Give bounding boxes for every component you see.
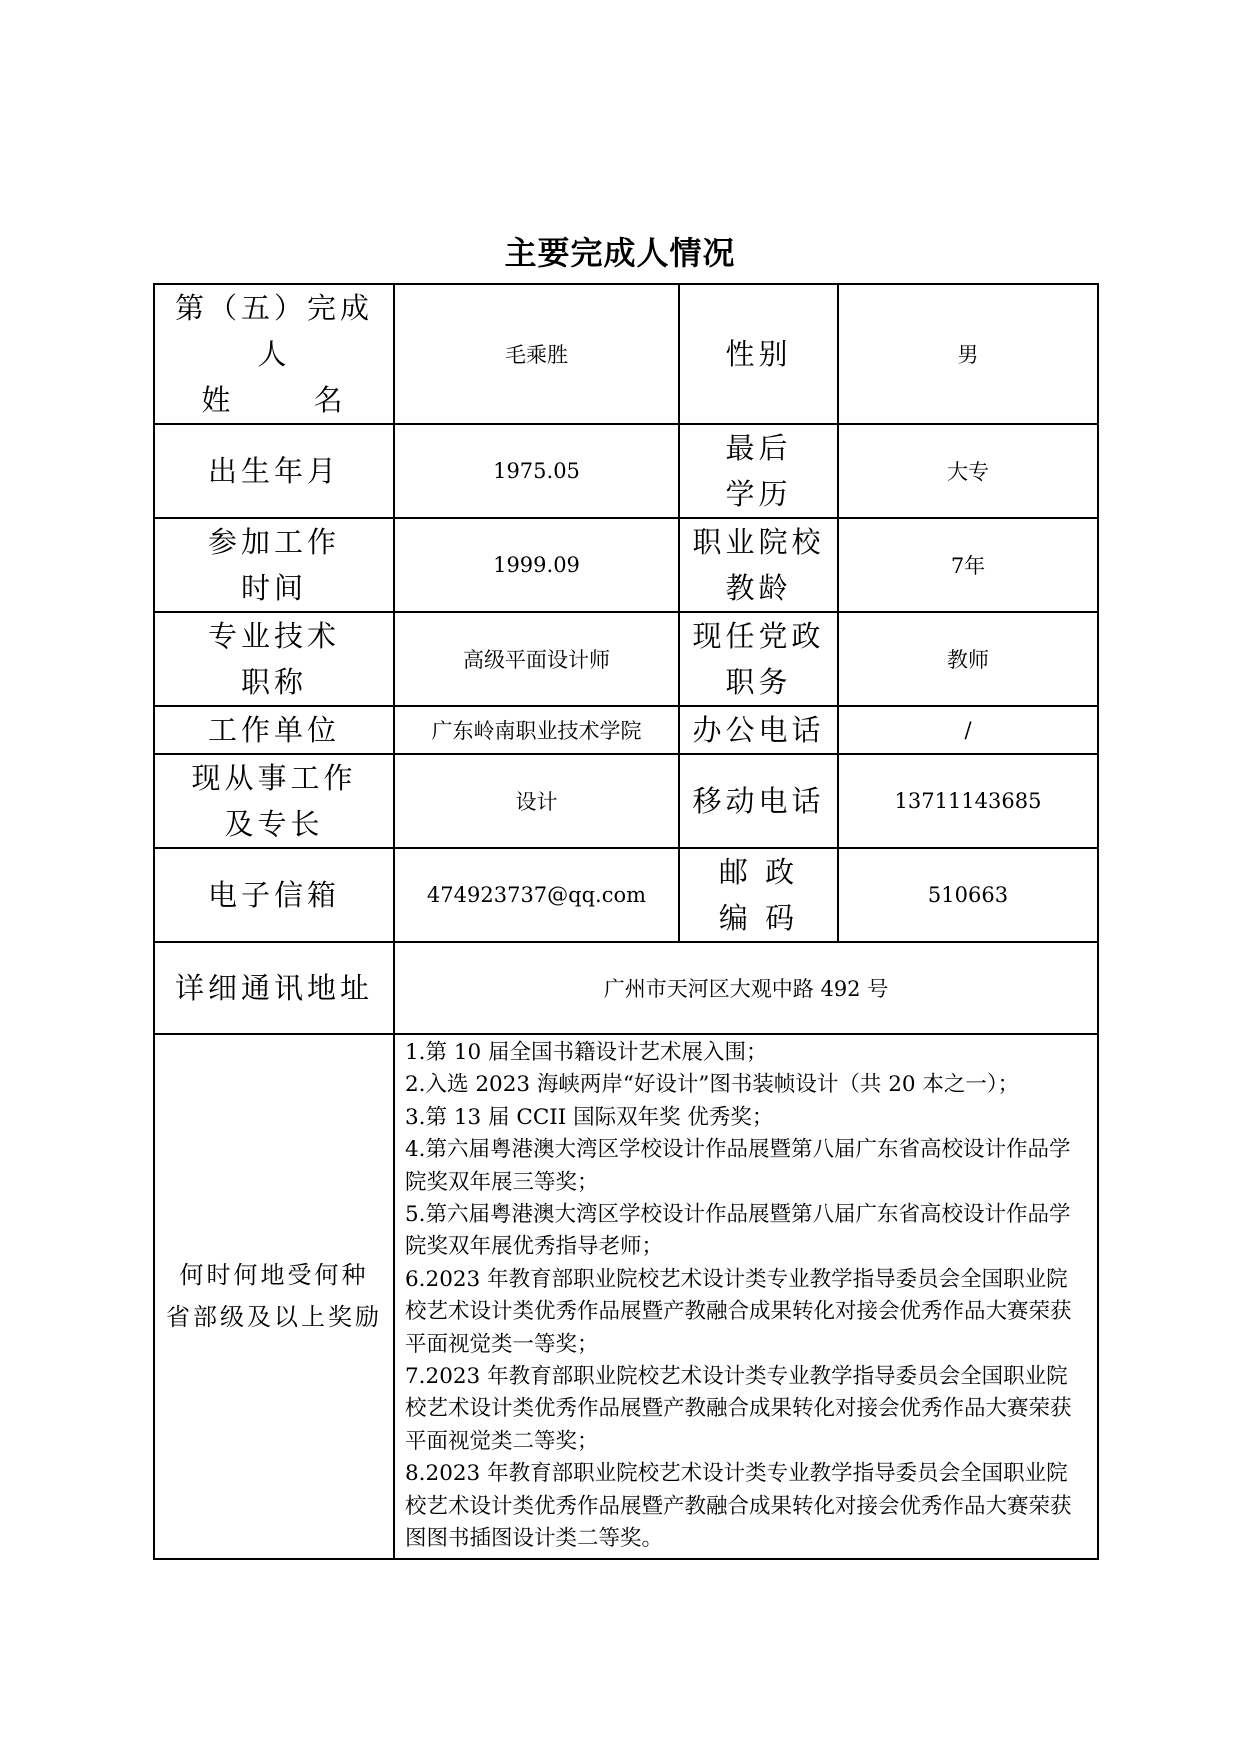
postcode-label-line2: 编 码 (718, 901, 799, 935)
title-rank-label-cell (154, 612, 394, 706)
award-item: 3.第 13 届 CCII 国际双年奖 优秀奖； (405, 1104, 774, 1130)
awards-list (394, 1034, 1098, 1559)
title-rank-value: 高级平面设计师 (394, 612, 679, 706)
awards-label-cell (154, 1034, 394, 1559)
gender-value: 男 (838, 284, 1098, 424)
teaching-years-label-cell (679, 518, 838, 612)
work-start-label-cell (154, 518, 394, 612)
awards-label-line1: 何时何地受何种 (179, 1261, 369, 1290)
teaching-years-label-line2: 教龄 (725, 571, 792, 605)
postcode-value: 510663 (838, 848, 1098, 942)
address-value: 广州市天河区大观中路 492 号 (394, 942, 1098, 1034)
award-item: 6.2023 年教育部职业院校艺术设计类专业教学指导委员会全国职业院校艺术设计类优秀作品展暨产教融合成果转化对接会优秀作品大赛荣获 平面视觉类一等奖； (405, 1266, 1072, 1357)
award-item: 2.入选 2023 海峡两岸“好设计”图书装帧设计（共 20 本之一）； (405, 1072, 1020, 1098)
education-label-cell (679, 424, 838, 518)
education-label-line2: 学历 (725, 477, 792, 511)
position-label-line2: 职务 (725, 665, 792, 699)
postcode-label-cell (679, 848, 838, 942)
specialty-label-line2: 及专长 (224, 807, 324, 841)
name-label-cell (154, 284, 394, 424)
education-value: 大专 (838, 424, 1098, 518)
mobile-label: 移动电话 (679, 754, 838, 848)
work-start-value: 1999.09 (394, 518, 679, 612)
row-address (154, 942, 1098, 1034)
gender-label: 性别 (679, 284, 838, 424)
specialty-label-line1: 现从事工作 (191, 761, 357, 795)
email-label: 电子信箱 (154, 848, 394, 942)
position-label-line1: 现任党政 (692, 619, 825, 653)
address-label: 详细通讯地址 (154, 942, 394, 1034)
row-work-start (154, 518, 1098, 612)
employer-label: 工作单位 (154, 706, 394, 754)
awards-label-line2: 省部级及以上奖励 (166, 1303, 382, 1332)
name-label-line1: 第（五）完成人 (174, 291, 373, 371)
postcode-label-line1: 邮 政 (718, 855, 799, 889)
office-phone-value: / (838, 706, 1098, 754)
employer-value: 广东岭南职业技术学院 (394, 706, 679, 754)
office-phone-label: 办公电话 (679, 706, 838, 754)
row-birth (154, 424, 1098, 518)
row-name (154, 284, 1098, 424)
specialty-value: 设计 (394, 754, 679, 848)
position-label-cell (679, 612, 838, 706)
title-rank-label-line1: 专业技术 (207, 619, 340, 653)
row-title-rank (154, 612, 1098, 706)
award-item: 5.第六届粤港澳大湾区学校设计作品展暨第八届广东省高校设计作品学院奖双年展优秀指导老师； (405, 1202, 1071, 1260)
mobile-value: 13711143685 (838, 754, 1098, 848)
row-specialty (154, 754, 1098, 848)
teaching-years-value: 7年 (838, 518, 1098, 612)
row-employer (154, 706, 1098, 754)
name-value: 毛乘胜 (394, 284, 679, 424)
education-label-line1: 最后 (725, 431, 792, 465)
award-item: 7.2023 年教育部职业院校艺术设计类专业教学指导委员会全国职业院校艺术设计类优秀作品展暨产教融合成果转化对接会优秀作品大赛荣获 平面视觉类二等奖； (405, 1364, 1072, 1454)
page-title: 主要完成人情况 (504, 234, 736, 272)
title-rank-label-line2: 职称 (240, 665, 307, 699)
position-value: 教师 (838, 612, 1098, 706)
specialty-label-cell (154, 754, 394, 848)
award-item: 4.第六届粤港澳大湾区学校设计作品展暨第八届广东省高校设计作品学院奖双年展三等奖； (405, 1137, 1071, 1195)
teaching-years-label-line1: 职业院校 (692, 525, 825, 559)
birth-label: 出生年月 (154, 424, 394, 518)
name-label-line2: 姓 名 (201, 383, 347, 417)
row-email (154, 848, 1098, 942)
email-value: 474923737@qq.com (394, 848, 679, 942)
award-item: 8.2023 年教育部职业院校艺术设计类专业教学指导委员会全国职业院校艺术设计类优秀作品展暨产教融合成果转化对接会优秀作品大赛荣获 图图书插图设计类二等奖。 (405, 1461, 1072, 1552)
birth-value: 1975.05 (394, 424, 679, 518)
work-start-label-line2: 时间 (240, 571, 307, 605)
personnel-table (153, 283, 1099, 1560)
row-awards (154, 1034, 1098, 1559)
award-item: 1.第 10 届全国书籍设计艺术展入围； (405, 1040, 768, 1065)
work-start-label-line1: 参加工作 (207, 525, 340, 559)
